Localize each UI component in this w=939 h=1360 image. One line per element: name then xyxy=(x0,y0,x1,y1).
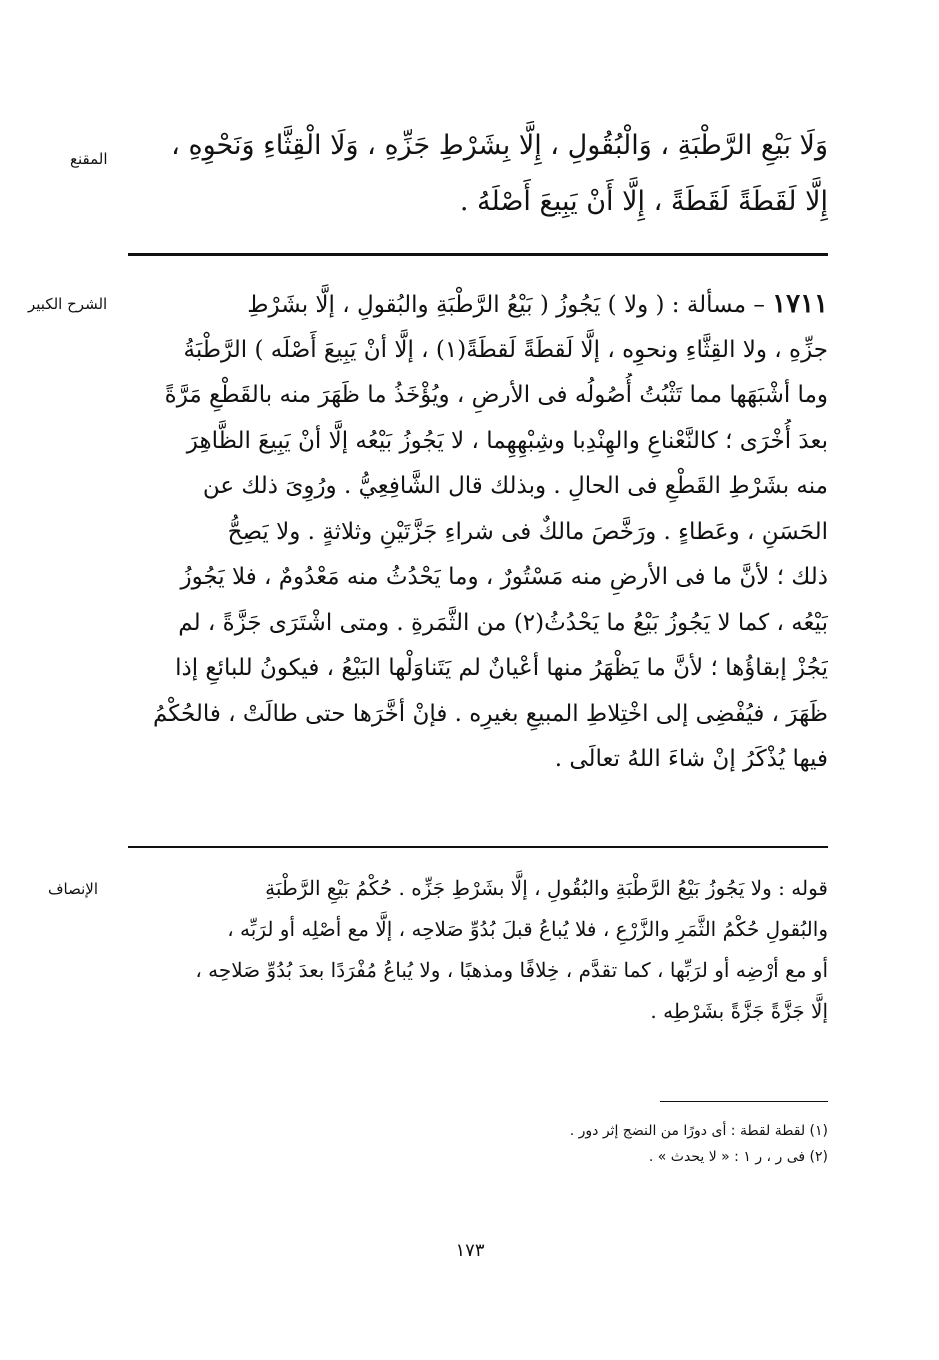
sharh-line: منه بشَرْطِ القَطْعِ فى الحالِ . وبذلك قال الشَّافِعِيُّ . ورُوِىَ ذلك عن xyxy=(202,473,828,499)
sharh-line: – مسألة : ( ولا ) يَجُوزُ ( بَيْعُ الرَّطْبَةِ والبُقولِ ، إلَّا بشَرْطِ xyxy=(247,292,765,318)
sharh-line: وما أشْبَهَها مما تَثْبُتُ أُصُولُه فى الأرضِ ، ويُؤْخَذُ ما ظَهَرَ منه بالقَطْعِ مَرَّةً xyxy=(164,382,828,408)
insaf-line: أو مع أرْضِه أو لرَبِّها ، كما تقدَّم ، خِلافًا ومذهبًا ، ولا يُباعُ مُفْرَدًا بعدَ بُدُوِّ صَلاحِه ، xyxy=(195,958,828,982)
footnote-divider xyxy=(660,1101,828,1102)
sharh-line: جزِّهِ ، ولا القِثَّاءِ ونحوِه ، إلَّا لَقطَةً لَقطَةً(١) ، إلَّا أنْ يَبِيعَ أَصْلَه ) الرَّطْبَةُ xyxy=(183,336,828,363)
footnote: (٢) فى ر ، ر ١ : « لا يحدث » . xyxy=(648,1149,828,1165)
sharh-first-line xyxy=(128,282,828,328)
sharh-line: ظَهَرَ ، فيُفْضِى إلى اخْتِلاطِ المبيعِ بغيرِه . فإنْ أخَّرَها حتى طالَتْ ، فالحُكْمُ xyxy=(152,700,828,727)
sharh-line: يَجُزْ إبقاؤُها ؛ لأنَّ ما يَظْهَرُ منها أعْيانٌ لم يَتَناوَلْها البَيْعُ ، فيكونُ للبائعِ إذا xyxy=(175,655,828,681)
sharh-line: بعدَ أُخْرَى ؛ كالنَّعْناعِ والهِنْدِبا وشِبْهِهِما ، لا يَجُوزُ بَيْعُه إلَّا أنْ يَبِيعَ الظَّاهِرَ xyxy=(186,427,828,454)
section-label-muqni: المقنع xyxy=(70,150,108,168)
sharh-line: الحَسَنِ ، وعَطاءٍ . ورَخَّصَ مالكٌ فى شراءِ جَزَّتَيْنِ وثلاثةٍ . ولا يَصِحُّ xyxy=(227,518,828,545)
insaf-line: قوله : ولا يَجُوزُ بَيْعُ الرَّطْبَةِ والبُقُولِ ، إلَّا بشَرْطِ جَزِّه . حُكْمُ بَيْعِ الرَّطْبَةِ xyxy=(265,876,828,900)
section-divider-thin xyxy=(128,846,828,848)
section-divider-thick xyxy=(128,253,828,256)
footnote: (١) لقطة لقطة : أى دورًا من النضج إثر دور . xyxy=(569,1123,828,1139)
insaf-line: والبُقولِ حُكْمُ الثَّمَرِ والزَّرْعِ ، فلا يُباعُ قبلَ بُدُوِّ صَلاحِه ، إلَّا مع أصْلِه أو لرَبِّه ، xyxy=(227,917,828,941)
sharh-line: فيها يُذْكَرُ إنْ شاءَ اللهُ تعالَى . xyxy=(554,746,828,772)
muqni-line: إِلَّا لَقَطَةً لَقَطَةً ، إِلَّا أَنْ يَبِيعَ أَصْلَهُ . xyxy=(459,186,828,217)
sharh-line: بَيْعُه ، كما لا يَجُوزُ بَيْعُ ما يَحْدُثُ(٢) من الثَّمَرةِ . ومتى اشْتَرَى جَزَّةً ، لم xyxy=(178,609,828,636)
section-label-sharh: الشرح الكبير xyxy=(28,295,108,313)
muqni-line: وَلَا بَيْعِ الرَّطْبَةِ ، وَالْبُقُولِ ، إِلَّا بِشَرْطِ جَزِّهِ ، وَلَا الْقِثَّاءِ وَنَحْوِهِ ، xyxy=(171,130,828,161)
sharh-text xyxy=(128,282,828,783)
issue-number: ١٧١١ xyxy=(772,289,828,319)
sharh-line: ذلك ؛ لأنَّ ما فى الأرضِ منه مَسْتُورٌ ، وما يَحْدُثُ منه مَعْدُومٌ ، فلا يَجُوزُ xyxy=(180,564,828,590)
section-label-insaf: الإنصاف xyxy=(48,880,99,898)
insaf-text xyxy=(128,868,828,1032)
muqni-text xyxy=(128,118,828,230)
insaf-line: إلَّا جَزَّةً جَزَّةً بشَرْطِه . xyxy=(650,999,828,1023)
footnotes xyxy=(300,1118,828,1170)
page-number: ١٧٣ xyxy=(455,1240,485,1261)
